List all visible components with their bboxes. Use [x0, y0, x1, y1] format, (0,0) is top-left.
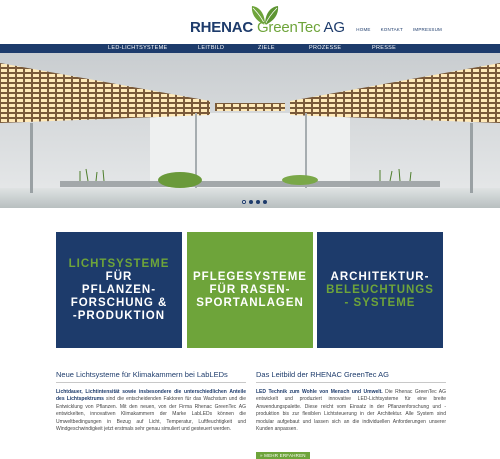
- feature-box-line: LICHTSYSTEME: [68, 257, 170, 270]
- feature-box-line: FÜR: [105, 270, 133, 283]
- hero-image: [0, 53, 500, 208]
- slider-dot-1[interactable]: [242, 200, 246, 204]
- company-logo[interactable]: [190, 4, 345, 38]
- news-text: [56, 389, 246, 433]
- hero-slider[interactable]: [0, 53, 500, 208]
- leitbild-text-body: Die Rhenac GreenTec AG entwickelt und produziert innovative LED-Lichtsysteme für eine breite Anwendungspalette. Diese reicht vom Einsatz in der Pflanzenforschung und -produktion bis zur flexiblen Lichtsteuerung in der Architektur. Alle System sind modular aufgebaut und lassen sich an die individuellen Anforderungen unserer Kunden anpassen.: [256, 389, 446, 433]
- nav-item-prozesse[interactable]: PROZESSE: [309, 45, 342, 51]
- util-link-impressum[interactable]: IMPRESSUM: [412, 27, 442, 32]
- leitbild-text: [256, 389, 446, 433]
- nav-item-led-lichtsysteme[interactable]: LED-LICHTSYSTEME: [108, 45, 168, 51]
- main-nav: [0, 44, 500, 53]
- logo-product: GreenTec: [256, 19, 321, 36]
- slider-dot-2[interactable]: [249, 200, 253, 204]
- feature-box-architektur[interactable]: [317, 232, 443, 348]
- more-info-button[interactable]: » MEHR ERFAHREN: [256, 452, 310, 459]
- feature-box-lichtsysteme[interactable]: [56, 232, 182, 348]
- leitbild-text-bold: LED Technik zum Wohle von Mensch und Umwelt.: [256, 389, 383, 395]
- feature-box-pflegesysteme[interactable]: [187, 232, 313, 348]
- leitbild-title: Das Leitbild der RHENAC GreenTec AG: [256, 370, 446, 383]
- feature-box-line: BELEUCHTUNGS: [326, 283, 434, 296]
- slider-dots: [242, 200, 267, 204]
- feature-box-line: -PRODUKTION: [72, 309, 166, 322]
- slider-dot-3[interactable]: [256, 200, 260, 204]
- nav-item-leitbild[interactable]: LEITBILD: [198, 45, 225, 51]
- nav-item-presse[interactable]: PRESSE: [372, 45, 397, 51]
- feature-box-line: ARCHITEKTUR-: [330, 270, 430, 283]
- feature-box-line: PFLANZEN-: [81, 283, 157, 296]
- news-text-body: sind die entscheidenden Faktoren für das Wachstum und die Entwicklung von Pflanzen. Mit den neuen, von der Firma Rhenac GreenTec AG entwickelten, innovativen Klimakammern der Marke LabLEDs können die Umweltbedingungen in Bezug auf Licht, Temperatur, Luftfeuchtigkeit und Windgeschwindigkeit jetzt erstmals sehr genau simuliert und gesteuert werden.: [56, 396, 246, 433]
- news-title: Neue Lichtsysteme für Klimakammern bei LabLEDs: [56, 370, 246, 383]
- feature-box-line: PFLEGESYSTEME: [193, 270, 307, 283]
- logo-suffix: AG: [323, 19, 345, 36]
- header: [0, 0, 500, 44]
- news-column: [56, 370, 246, 433]
- feature-box-line: FORSCHUNG &: [70, 296, 168, 309]
- news-text-bold: Lichtdauer, Lichtintensität sowie insbesondere die unterschiedlichen Anteile des Lichtspektrums: [56, 389, 246, 403]
- feature-box-line: - SYSTEME: [344, 296, 416, 309]
- util-link-kontakt[interactable]: KONTAKT: [380, 27, 403, 32]
- feature-box-line: SPORTANLAGEN: [196, 296, 304, 309]
- util-link-home[interactable]: HOME: [356, 27, 371, 32]
- logo-brand: RHENAC: [190, 19, 253, 36]
- leitbild-column: [256, 370, 446, 433]
- nav-item-ziele[interactable]: ZIELE: [258, 45, 275, 51]
- feature-box-line: FÜR RASEN-: [209, 283, 291, 296]
- slider-dot-4[interactable]: [263, 200, 267, 204]
- logo-text: [190, 19, 345, 37]
- utility-nav: [356, 27, 442, 32]
